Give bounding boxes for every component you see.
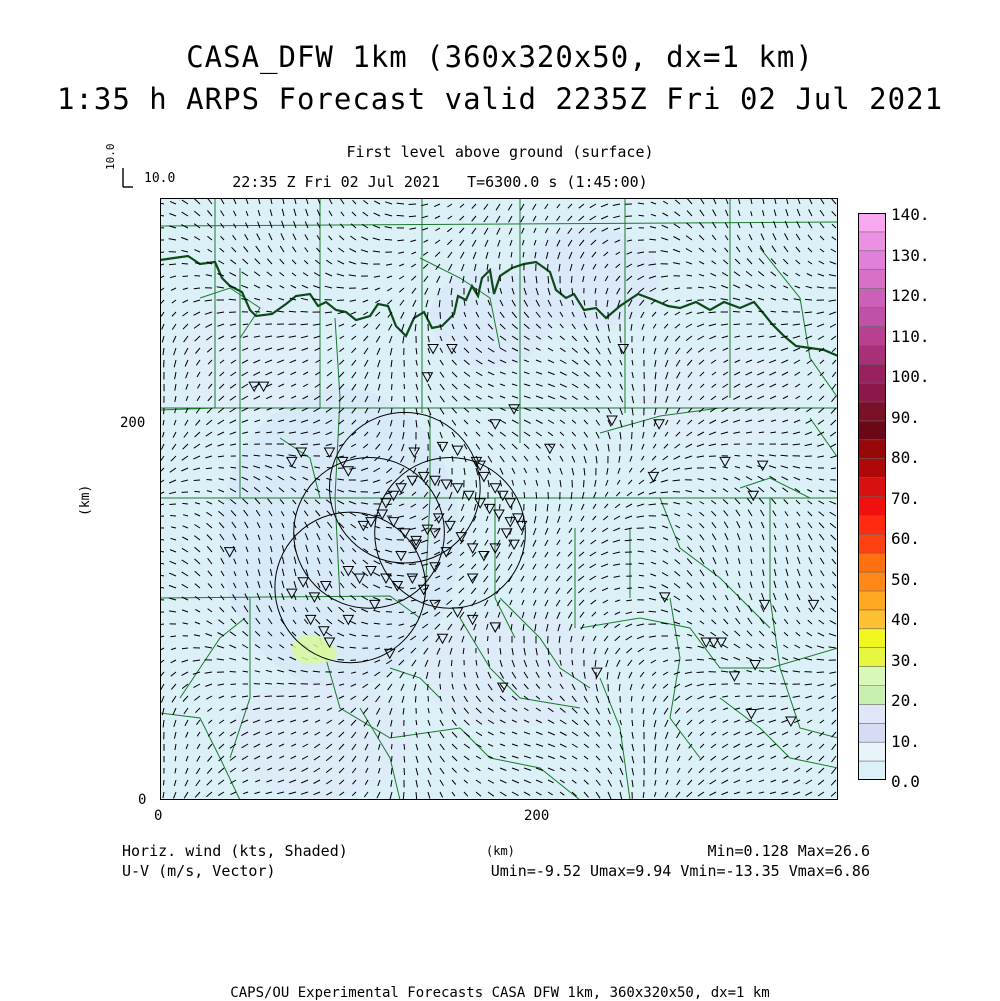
wind-vector: [397, 240, 404, 241]
colorbar-bin: [858, 364, 886, 383]
wind-vector: [440, 684, 441, 689]
colorbar-bin: [858, 761, 886, 780]
colorbar-label: 10.: [891, 732, 920, 751]
uv-range-readout: Umin=-9.52 Umax=9.94 Vmin=-13.35 Vmax=6.86: [491, 862, 870, 880]
colorbar-bin: [858, 629, 886, 648]
x-tick-0: 0: [154, 808, 162, 824]
wind-vector: [733, 312, 740, 313]
wind-vector: [644, 720, 645, 727]
wind-vector: [476, 480, 477, 488]
wind-vector: [500, 504, 501, 509]
colorbar-label: 140.: [891, 205, 930, 224]
colorbar-label: 120.: [891, 286, 930, 305]
colorbar-bin: [858, 534, 886, 553]
x-axis-title: (km): [486, 844, 515, 858]
wind-vector: [392, 756, 393, 762]
wind-vector: [410, 588, 416, 589]
wind-vector: [404, 372, 405, 378]
wind-vector: [782, 312, 788, 313]
colorbar-bin: [858, 515, 886, 534]
wind-vector: [734, 324, 740, 325]
colorbar-bin: [858, 704, 886, 723]
wind-vector: [253, 696, 260, 697]
colorbar-bin: [858, 326, 886, 345]
wind-vector: [637, 612, 644, 613]
colorbar-bin: [858, 440, 886, 459]
wind-vector: [301, 312, 308, 313]
wind-vector: [207, 480, 213, 481]
wind-vector: [632, 348, 633, 353]
colorbar-bin: [858, 648, 886, 667]
wind-vector: [183, 276, 188, 277]
colorbar-label: 100.: [891, 367, 930, 386]
wind-vector: [338, 672, 344, 673]
wind-vector: [289, 683, 297, 684]
wind-vector: [265, 696, 272, 697]
wind-vector: [416, 792, 417, 799]
wind-vector: [440, 312, 441, 319]
footer-credit: CAPS/OU Experimental Forecasts CASA DFW 1km, 360x320x50, dx=1 km: [0, 985, 1000, 1001]
wind-vector: [512, 492, 513, 497]
colorbar-label: 110.: [891, 327, 930, 346]
reference-vector: [108, 160, 128, 190]
wind-vector: [243, 324, 248, 325]
colorbar-label: 40.: [891, 610, 920, 629]
wind-vector: [637, 540, 644, 541]
wind-vector: [255, 312, 260, 313]
colorbar-label: 130.: [891, 246, 930, 265]
colorbar-label: 70.: [891, 489, 920, 508]
wind-vector: [524, 492, 525, 498]
wind-vector: [206, 468, 212, 469]
wind-vector: [632, 720, 633, 726]
colorbar-bin: [858, 591, 886, 610]
wind-vector: [536, 492, 537, 499]
wind-vector: [771, 311, 776, 312]
wind-vector: [476, 288, 477, 294]
wind-vector: [392, 396, 393, 401]
wind-vector: [626, 228, 632, 229]
colorbar-bin: [858, 289, 886, 308]
colorbar-bin: [858, 251, 886, 270]
colorbar-bin: [858, 213, 886, 232]
wind-vector: [230, 672, 236, 673]
colorbar-bin: [858, 667, 886, 686]
wind-vector: [488, 636, 489, 641]
wind-vector: [391, 768, 392, 774]
vector-legend: U-V (m/s, Vector): [122, 862, 276, 880]
wind-vector: [735, 455, 740, 456]
wind-vector: [265, 683, 272, 684]
wind-vector: [572, 660, 573, 665]
wind-vector: [266, 311, 272, 312]
wind-vector: [231, 684, 237, 685]
wind-vector: [301, 444, 308, 445]
wind-vector: [769, 683, 776, 684]
map-subtitle: 1:35 h ARPS Forecast valid 2235Z Fri 02 Jul 2021: [0, 82, 1000, 116]
map-title: CASA_DFW 1km (360x320x50, dx=1 km): [0, 40, 1000, 74]
colorbar-bin: [858, 723, 886, 742]
wind-vector: [404, 420, 405, 427]
wind-vector: [769, 696, 776, 697]
wind-vector: [392, 744, 393, 749]
wind-vector: [391, 372, 392, 379]
wind-vector: [392, 384, 393, 390]
colorbar-bin: [858, 308, 886, 327]
wind-vector: [638, 587, 644, 588]
min-max-readout: Min=0.128 Max=26.6: [707, 842, 870, 860]
y-tick-0: 0: [138, 792, 146, 808]
wind-vector: [182, 264, 188, 265]
colorbar-bin: [858, 421, 886, 440]
wind-vector: [403, 792, 404, 800]
wind-vector: [404, 744, 405, 750]
wind-vector: [194, 480, 200, 481]
level-label: First level above ground (surface): [0, 143, 1000, 161]
colorbar-bin: [858, 742, 886, 761]
wind-vector: [805, 312, 812, 313]
wind-vector: [805, 299, 812, 300]
colorbar-bin: [858, 383, 886, 402]
wind-vector: [697, 672, 704, 673]
wind-vector: [428, 696, 429, 702]
wind-vector: [817, 672, 824, 673]
colorbar: [858, 213, 886, 780]
wind-vector: [289, 696, 296, 697]
colorbar-bin: [858, 553, 886, 572]
colorbar-label: 0.0: [891, 772, 920, 791]
colorbar-label: 50.: [891, 570, 920, 589]
colorbar-bin: [858, 402, 886, 421]
wind-vector: [350, 647, 356, 648]
wind-vector: [170, 516, 176, 517]
wind-map: [160, 198, 838, 800]
wind-vector: [338, 660, 345, 661]
wind-vector: [404, 756, 405, 763]
wind-vector: [277, 683, 284, 684]
wind-vector: [409, 564, 416, 565]
wind-vector: [440, 672, 441, 678]
wind-vector: [831, 468, 836, 469]
colorbar-bin: [858, 572, 886, 591]
y-tick-200: 200: [120, 415, 145, 431]
wind-vector: [415, 696, 416, 702]
valid-time-label: 22:35 Z Fri 02 Jul 2021 T=6300.0 s (1:45:00): [0, 173, 940, 191]
wind-vector: [385, 239, 392, 240]
wind-vector: [399, 612, 404, 613]
colorbar-bin: [858, 345, 886, 364]
wind-vector: [194, 491, 200, 492]
colorbar-label: 60.: [891, 529, 920, 548]
wind-vector: [337, 300, 344, 301]
wind-vector: [404, 384, 405, 389]
wind-vector: [451, 660, 452, 666]
wind-vector: [409, 552, 416, 553]
wind-vector: [759, 311, 764, 312]
colorbar-bin: [858, 686, 886, 705]
colorbar-label: 90.: [891, 408, 920, 427]
wind-vector: [571, 276, 572, 283]
colorbar-bin: [858, 270, 886, 289]
colorbar-bin: [858, 459, 886, 478]
wind-vector: [781, 324, 788, 325]
colorbar-bin: [858, 478, 886, 497]
colorbar-bin: [858, 232, 886, 251]
wind-vector: [500, 276, 501, 281]
wind-vector: [547, 264, 548, 271]
shading-legend: Horiz. wind (kts, Shaded): [122, 842, 348, 860]
x-tick-200: 200: [524, 808, 549, 824]
wind-vector: [386, 527, 392, 528]
colorbar-label: 20.: [891, 691, 920, 710]
colorbar-label: 30.: [891, 651, 920, 670]
wind-vector: [644, 348, 645, 354]
wind-vector: [182, 503, 188, 504]
wind-vector: [631, 696, 632, 701]
wind-vector: [632, 420, 633, 427]
wind-vector: [409, 204, 416, 205]
wind-vector: [758, 683, 764, 684]
wind-vector: [584, 480, 585, 487]
wind-vector: [709, 312, 717, 313]
y-axis-title: (km): [78, 485, 93, 516]
wind-vector: [194, 288, 200, 289]
wind-vector: [673, 492, 680, 493]
reference-vector-label: 10.0: [144, 171, 175, 186]
wind-vector: [404, 396, 405, 402]
wind-vector: [243, 444, 248, 445]
wind-vector: [709, 299, 716, 300]
wind-vector: [164, 780, 165, 785]
colorbar-bin: [858, 610, 886, 629]
colorbar-label: 80.: [891, 448, 920, 467]
wind-vector: [169, 264, 176, 265]
wind-vector: [639, 215, 645, 216]
reference-vector-rotated-label: 10.0: [104, 144, 117, 171]
wind-vector: [548, 276, 549, 284]
wind-vector: [404, 768, 405, 775]
wind-vector: [475, 492, 476, 499]
wind-vector: [374, 623, 380, 624]
wind-vector: [397, 215, 404, 216]
colorbar-bin: [858, 497, 886, 516]
wind-vector: [170, 504, 177, 505]
reference-vector-arrow-icon: [120, 166, 134, 188]
wind-patch: [314, 644, 337, 662]
wind-vector: [735, 696, 740, 697]
wind-vector: [572, 288, 573, 294]
wind-vector: [536, 504, 537, 511]
wind-vector: [409, 576, 416, 577]
